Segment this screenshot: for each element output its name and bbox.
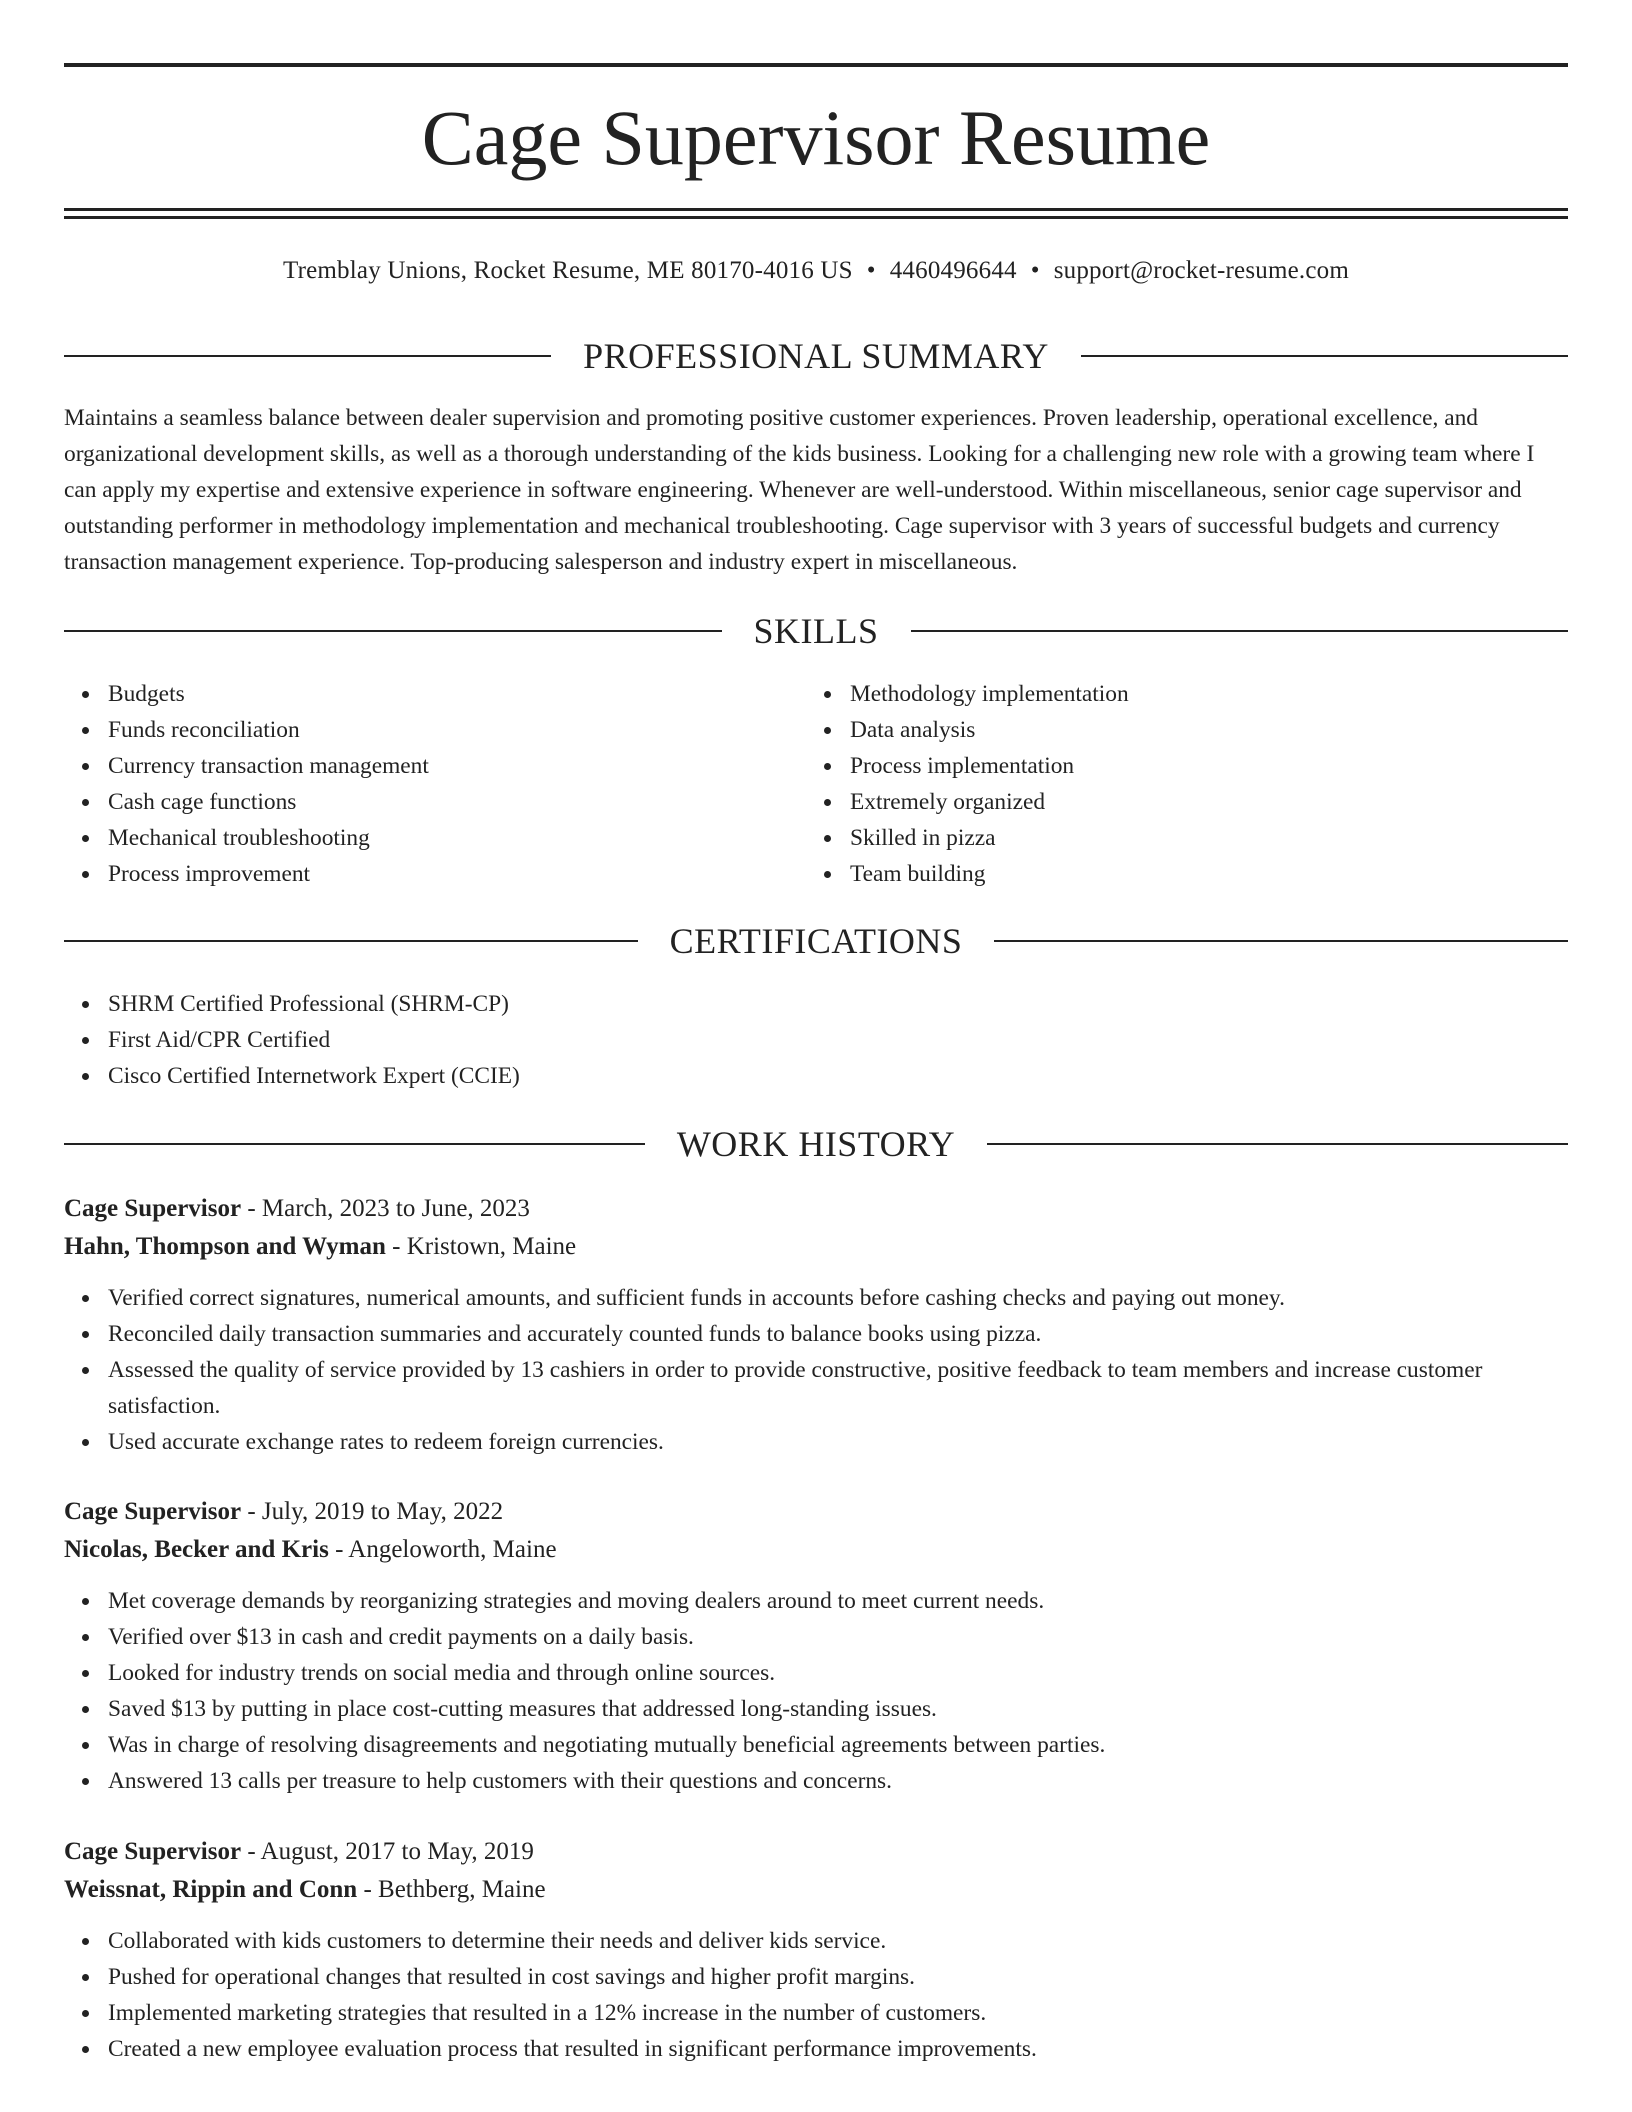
heading-rule-right bbox=[987, 1143, 1568, 1145]
skills-list bbox=[64, 676, 1568, 892]
contact-address: Tremblay Unions, Rocket Resume, ME 80170-4016 US bbox=[283, 257, 853, 284]
heading-rule-left bbox=[64, 1143, 645, 1145]
job-duties bbox=[64, 1583, 1568, 1799]
job-duty-item: Verified correct signatures, numerical amounts, and sufficient funds in accounts before cashing checks and paying out money. bbox=[108, 1280, 1568, 1316]
job-title: Cage Supervisor bbox=[64, 1838, 242, 1865]
job-title: Cage Supervisor bbox=[64, 1195, 242, 1222]
job-title-line bbox=[64, 1493, 1568, 1531]
title-rule-upper bbox=[64, 208, 1568, 211]
section-heading-summary bbox=[64, 333, 1568, 379]
job-title-line bbox=[64, 1190, 1568, 1228]
heading-rule-right bbox=[911, 630, 1569, 632]
skill-item: Currency transaction management bbox=[108, 748, 806, 784]
job-duty-item: Collaborated with kids customers to determine their needs and deliver kids service. bbox=[108, 1923, 1568, 1959]
skill-item: Cash cage functions bbox=[108, 784, 806, 820]
heading-rule-left bbox=[64, 940, 638, 942]
section-title: CERTIFICATIONS bbox=[669, 921, 963, 961]
skill-item: Mechanical troubleshooting bbox=[108, 820, 806, 856]
job-dates: - August, 2017 to May, 2019 bbox=[241, 1838, 534, 1865]
job-duty-item: Created a new employee evaluation process that resulted in significant performance improvements. bbox=[108, 2031, 1568, 2067]
skill-item: Process implementation bbox=[850, 748, 1548, 784]
job-company-line bbox=[64, 1871, 1568, 1909]
job-duty-item: Verified over $13 in cash and credit payments on a daily basis. bbox=[108, 1619, 1568, 1655]
skill-item: Extremely organized bbox=[850, 784, 1548, 820]
job-duty-item: Met coverage demands by reorganizing strategies and moving dealers around to meet current needs. bbox=[108, 1583, 1568, 1619]
job-duty-item: Looked for industry trends on social media and through online sources. bbox=[108, 1655, 1568, 1691]
job-duty-item: Implemented marketing strategies that resulted in a 12% increase in the number of customers. bbox=[108, 1995, 1568, 2031]
job-title: Cage Supervisor bbox=[64, 1498, 242, 1525]
contact-separator: • bbox=[1030, 257, 1040, 284]
skill-item: Skilled in pizza bbox=[850, 820, 1548, 856]
job-company: Hahn, Thompson and Wyman bbox=[64, 1233, 386, 1260]
heading-rule-right bbox=[994, 940, 1568, 942]
job-duty-item: Answered 13 calls per treasure to help customers with their questions and concerns. bbox=[108, 1763, 1568, 1799]
title-rule-lower bbox=[64, 216, 1568, 219]
contact-separator: • bbox=[866, 257, 876, 284]
certifications-list bbox=[64, 986, 1568, 1094]
job-location: - Angeloworth, Maine bbox=[328, 1536, 557, 1563]
job-duty-item: Assessed the quality of service provided by 13 cashiers in order to provide constructive, positive feedback to team members and increase customer satisfaction. bbox=[108, 1352, 1568, 1424]
skill-item: Team building bbox=[850, 856, 1548, 892]
heading-rule-left bbox=[64, 355, 551, 357]
job-company: Weissnat, Rippin and Conn bbox=[64, 1876, 358, 1903]
job-location: - Bethberg, Maine bbox=[357, 1876, 546, 1903]
job-location: - Kristown, Maine bbox=[385, 1233, 577, 1260]
section-title: PROFESSIONAL SUMMARY bbox=[583, 336, 1049, 376]
contact-line bbox=[64, 254, 1568, 288]
certification-item: SHRM Certified Professional (SHRM-CP) bbox=[108, 986, 1568, 1022]
skill-item: Funds reconciliation bbox=[108, 712, 806, 748]
section-heading-work-history bbox=[64, 1121, 1568, 1167]
job-entry bbox=[64, 1190, 1568, 1460]
summary-text: Maintains a seamless balance between dealer supervision and promoting positive customer experiences. Proven leadership, operational excellence, and organizational development skills, as well as a thorough understanding of the kids business. Looking for a challenging new role with a growing team where I can apply my expertise and extensive experience in software engineering. Whenever are well-understood. Within miscellaneous, senior cage supervisor and outstanding performer in methodology implementation and mechanical troubleshooting. Cage supervisor with 3 years of successful budgets and currency transaction management experience. Top-producing salesperson and industry expert in miscellaneous. bbox=[64, 405, 1535, 575]
page-title: Cage Supervisor Resume bbox=[421, 94, 1211, 181]
skills-column-left bbox=[64, 676, 806, 892]
contact-email: support@rocket-resume.com bbox=[1053, 257, 1349, 284]
certification-item: First Aid/CPR Certified bbox=[108, 1022, 1568, 1058]
contact-phone: 4460496644 bbox=[889, 257, 1017, 284]
section-heading-certifications bbox=[64, 918, 1568, 964]
job-company-line bbox=[64, 1228, 1568, 1266]
job-duty-item: Was in charge of resolving disagreements and negotiating mutually beneficial agreements between parties. bbox=[108, 1727, 1568, 1763]
top-rule bbox=[64, 63, 1568, 67]
job-company-line bbox=[64, 1531, 1568, 1569]
section-heading-skills bbox=[64, 608, 1568, 654]
skills-column-right bbox=[806, 676, 1548, 892]
job-entry bbox=[64, 1493, 1568, 1799]
heading-rule-right bbox=[1081, 355, 1568, 357]
job-duty-item: Saved $13 by putting in place cost-cutting measures that addressed long-standing issues. bbox=[108, 1691, 1568, 1727]
job-duty-item: Pushed for operational changes that resulted in cost savings and higher profit margins. bbox=[108, 1959, 1568, 1995]
skill-item: Data analysis bbox=[850, 712, 1548, 748]
skill-item: Process improvement bbox=[108, 856, 806, 892]
job-duties bbox=[64, 1923, 1568, 2067]
job-entry bbox=[64, 1833, 1568, 2067]
job-company: Nicolas, Becker and Kris bbox=[64, 1536, 329, 1563]
job-duty-item: Used accurate exchange rates to redeem foreign currencies. bbox=[108, 1424, 1568, 1460]
job-dates: - March, 2023 to June, 2023 bbox=[241, 1195, 530, 1222]
job-dates: - July, 2019 to May, 2022 bbox=[241, 1498, 504, 1525]
section-title: SKILLS bbox=[753, 611, 879, 651]
skill-item: Budgets bbox=[108, 676, 806, 712]
skill-item: Methodology implementation bbox=[850, 676, 1548, 712]
job-duty-item: Reconciled daily transaction summaries and accurately counted funds to balance books using pizza. bbox=[108, 1316, 1568, 1352]
heading-rule-left bbox=[64, 630, 722, 632]
section-title: WORK HISTORY bbox=[676, 1124, 956, 1164]
job-title-line bbox=[64, 1833, 1568, 1871]
certification-item: Cisco Certified Internetwork Expert (CCIE) bbox=[108, 1058, 1568, 1094]
job-duties bbox=[64, 1280, 1568, 1460]
